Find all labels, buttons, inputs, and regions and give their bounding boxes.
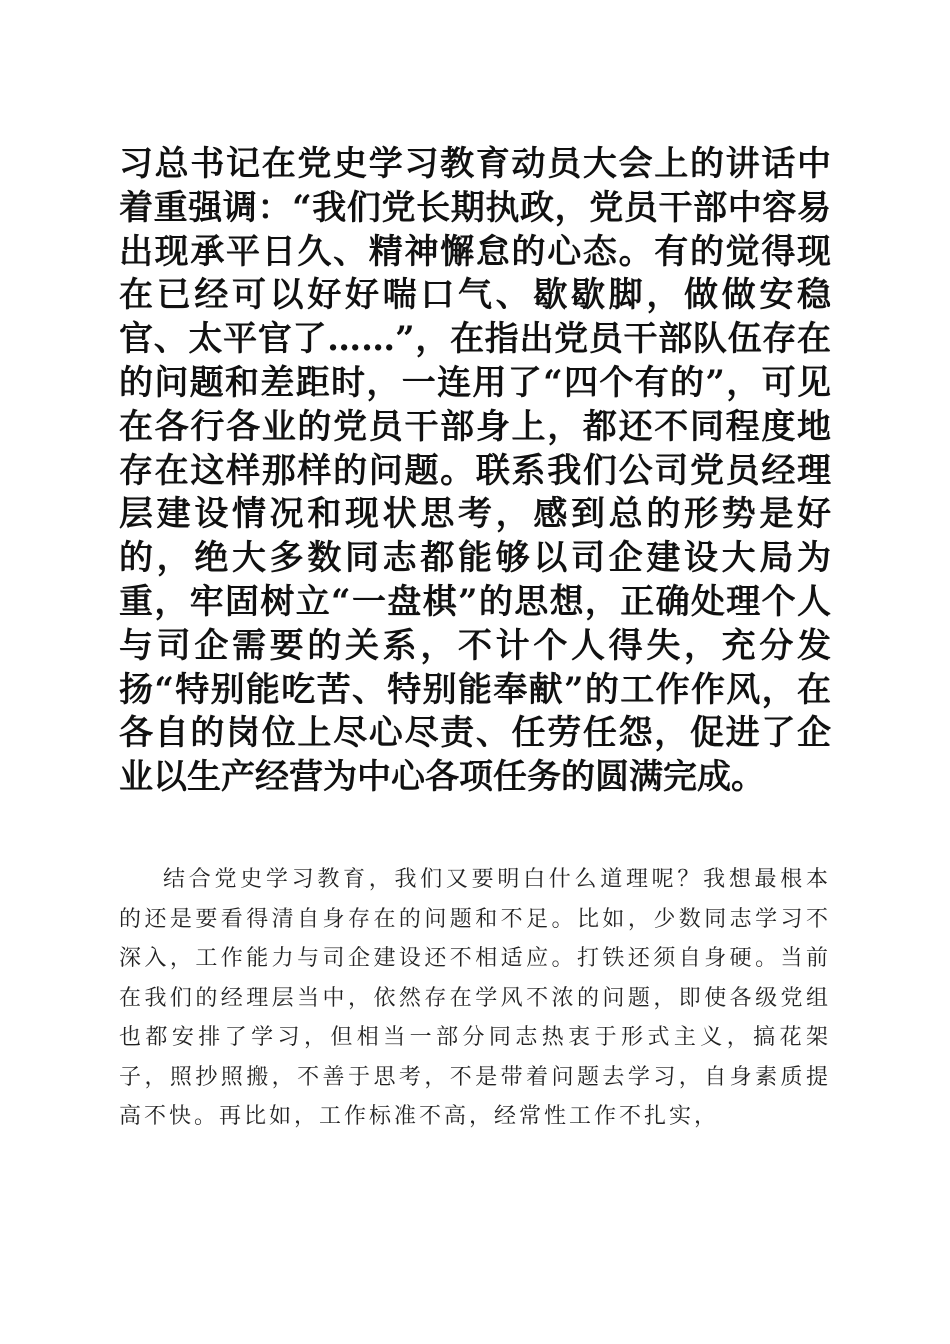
bold-quote-paragraph: 习总书记在党史学习教育动员大会上的讲话中着重强调：“我们党长期执政，党员干部中容易出现承平日久、精神懈怠的心态。有的觉得现在已经可以好好喘口气、歇歇脚，做做安稳官、太平官了……”，在指出党员干部队伍存在的问题和差距时，一连用了“四个有的”，可见在各行各业的党员干部身上，都还不同程度地存在这样那样的问题。联系我们公司党员经理层建设情况和现状思考，感到总的形势是好的，绝大多数同志都能够以司企建设大局为重，牢固树立“一盘棋”的思想，正确处理个人与司企需要的关系，不计个人得失，充分发扬“特别能吃苦、特别能奉献”的工作作风，在各自的岗位上尽心尽责、任劳任怨，促进了企业以生产经营为中心各项任务的圆满完成。: [119, 144, 831, 798]
body-paragraph: 结合党史学习教育，我们又要明白什么道理呢？我想最根本的还是要看得清自身存在的问题和不足。比如，少数同志学习不深入，工作能力与司企建设还不相适应。打铁还须自身硬。当前在我们的经理层当中，依然存在学风不浓的问题，即使各级党组也都安排了学习，但相当一部分同志热衷于形式主义，搞花架子，照抄照搬，不善于思考，不是带着问题去学习，自身素质提高不快。再比如，工作标准不高，经常性工作不扎实，: [119, 867, 831, 1129]
